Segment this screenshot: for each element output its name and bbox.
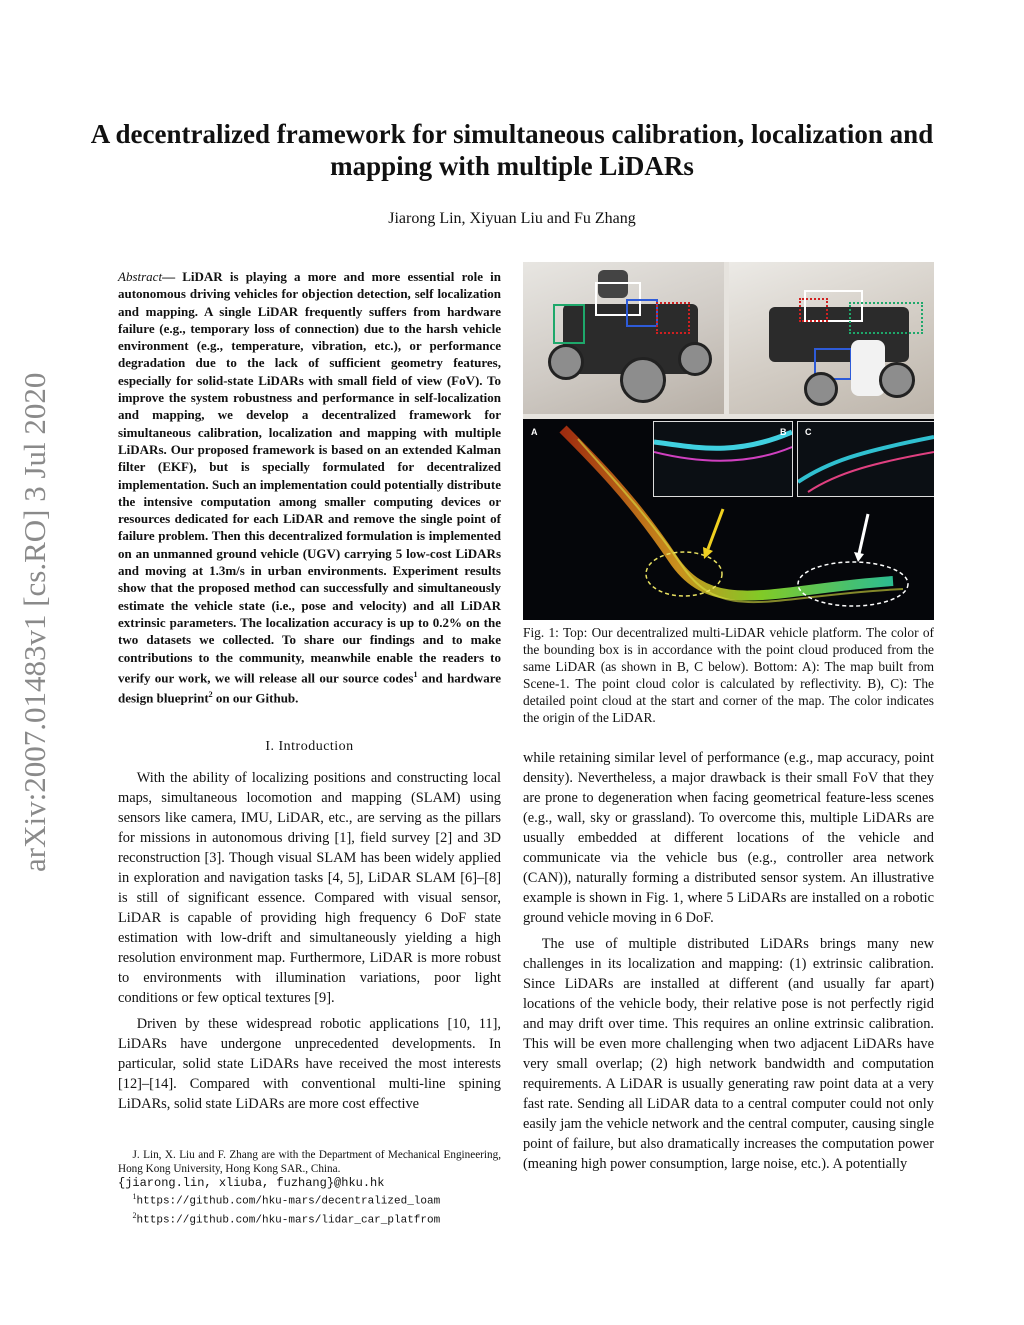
inset-b: [653, 421, 793, 497]
point-cloud-map: [523, 419, 934, 620]
arxiv-sidebar-id: arXiv:2007.01483v1 [cs.RO] 3 Jul 2020: [17, 372, 52, 872]
abstract-label: Abstract: [118, 269, 163, 284]
fig-label-c: C: [805, 427, 812, 437]
paragraph: With the ability of localizing positions and constructing local maps, simultaneous locomotion and mapping (SLAM) using sensors like camera, IMU, LiDAR, etc., are serving as the pillars for missions in autonomous driving [1], field survey [2] and 3D reconstruction [3]. Though visual SLAM has been widely applied in exploration and navigation tasks [4, 5], LiDAR SLAM [6]–[8] is still of significant essence. Compared with visual sensor, LiDAR is capable of providing high frequency 6 DoF state estimation with low-drift and simultaneously yielding a high resolution environment map. Furthermore, LiDAR is more robust to environments with illumination variations, poor light conditions or few optical textures [9].: [118, 770, 501, 1006]
paragraph: while retaining similar level of performance (e.g., map accuracy, point density). Nevertheless, a major drawback is their small FoV that they are prone to degeneration when facing geometrical feature-less scenes (e.g., wall, sky or grassland). To overcome this, multiple LiDARs are usually embedded at different locations of the vehicle and communicate via the vehicle bus (e.g., controller area network (CAN)), naturally forming a distributed sensor system. An illustrative example is shown in Fig. 1, where 5 LiDARs are installed on a robotic ground vehicle moving in 6 DoF.: [523, 750, 934, 926]
section-heading-introduction: I. Introduction: [265, 739, 354, 754]
right-column-body: [523, 748, 934, 1180]
robot-photo-right: [729, 262, 934, 414]
robot-photo-left: [523, 262, 724, 414]
abstract-text-2: and hardware design blueprint: [118, 670, 501, 706]
paper-title: A decentralized framework for simultaneous calibration, localization and mapping with multiple LiDARs: [90, 119, 934, 181]
left-column-body: [118, 768, 501, 1120]
figure-caption: Fig. 1: Top: Our decentralized multi-LiDAR vehicle platform. The color of the bounding box is in accordance with the point cloud produced from the same LiDAR (as shown in B, C below). Bottom: A): The map built from Scene-1. The point cloud color is calculated by reflectivity. B), C): The detailed point cloud at the start and corner of the map. The color indicates the origin of the LiDAR.: [523, 625, 934, 725]
footnote-mark-1: 1: [413, 669, 418, 679]
paper-authors: Jiarong Lin, Xiyuan Liu and Fu Zhang: [388, 210, 636, 227]
abstract-text-3: on our Github.: [212, 690, 299, 706]
paragraph: Driven by these widespread robotic applications [10, 11], LiDARs have undergone unprecedented developments. In particular, solid state LiDARs have received the most interests [12]–[14]. Compared with conventional multi-line spining LiDARs, solid state LiDARs are more cost effective: [118, 1016, 501, 1112]
email-list: {jiarong.lin, xliuba, fuzhang}@hku.hk: [118, 1176, 385, 1190]
fig-label-a: A: [531, 427, 538, 437]
footnotes: J. Lin, X. Liu and F. Zhang are with the Department of Mechanical Engineering, Hong Kong University, Hong Kong SAR., China. {jiarong.lin, xliuba, fuzhang}@hku.hk $^1$https://github.com/hku-mars/decentralized_loam $^2$https://github.com/hku-mars/lidar_car_platfrom: [118, 1149, 501, 1227]
affiliation-note: J. Lin, X. Liu and F. Zhang are with the Department of Mechanical Engineering, Hong Kong University, Hong Kong SAR., China.: [118, 1149, 501, 1175]
fig-label-b: B: [780, 427, 787, 437]
inset-c: [797, 421, 934, 497]
footnote-mark-2: 2: [208, 690, 213, 700]
abstract-text: — LiDAR is playing a more and more essential role in autonomous driving vehicles for objection detection, self localization and mapping. A single LiDAR frequently suffers from hardware failure (e.g., temporary loss of connection) due to the harsh vehicle environment (e.g., temperature, vibration, etc.), or performance degradation due to the lack of sufficient geometry features, especially for solid-state LiDARs with small field of view (FoV). To improve the system robustness and performance in self-localization and mapping, we develop a decentralized framework for simultaneous calibration, localization and mapping with multiple LiDARs. Our proposed framework is based on an extended Kalman filter (EKF), but is specially formulated for decentralized implementation. Such an implementation could potentially distribute the intensive computation among smaller computing devices or resources dedicated for each LiDAR and remove the single point of failure problem. Then this decentralized formulation is implemented on an unmanned ground vehicle (UGV) carrying 5 low-cost LiDARs and moving at 1.3m/s in urban environments. Experiment results show that the proposed method can successfully and simultaneously estimate the vehicle state (i.e., pose and velocity) and all LiDAR extrinsic parameters. The localization accuracy is up to 0.2% on the two datasets we collected. To share our findings and to make contributions to the community, meanwhile enable the readers to verify our work, we will release all our source codes: [118, 269, 501, 686]
figure-1: [523, 262, 934, 620]
footnote-1-link[interactable]: https://github.com/hku-mars/decentralized_loam: [136, 1195, 441, 1208]
footnote-2-link[interactable]: https://github.com/hku-mars/lidar_car_platfrom: [136, 1214, 441, 1227]
abstract: [118, 268, 501, 707]
paragraph: The use of multiple distributed LiDARs brings many new challenges in its localization and mapping: (1) extrinsic calibration. Since LiDARs are installed at different (and usually far apart) locations of the vehicle body, their relative pose is not perfectly rigid and may drift over time. This requires an online extrinsic calibration. This will be even more challenging when two adjacent LiDARs have very small overlap; (2) high network bandwidth and computation requirements. A LiDAR is usually generating raw point data at a very fast rate. Sending all LiDAR data to a central computer could not only easily jam the vehicle network and the central computer, causing single point of failure, but also dramatically increases the computation power (meaning high power consumption, large noise, etc.). A potentially: [523, 936, 934, 1172]
